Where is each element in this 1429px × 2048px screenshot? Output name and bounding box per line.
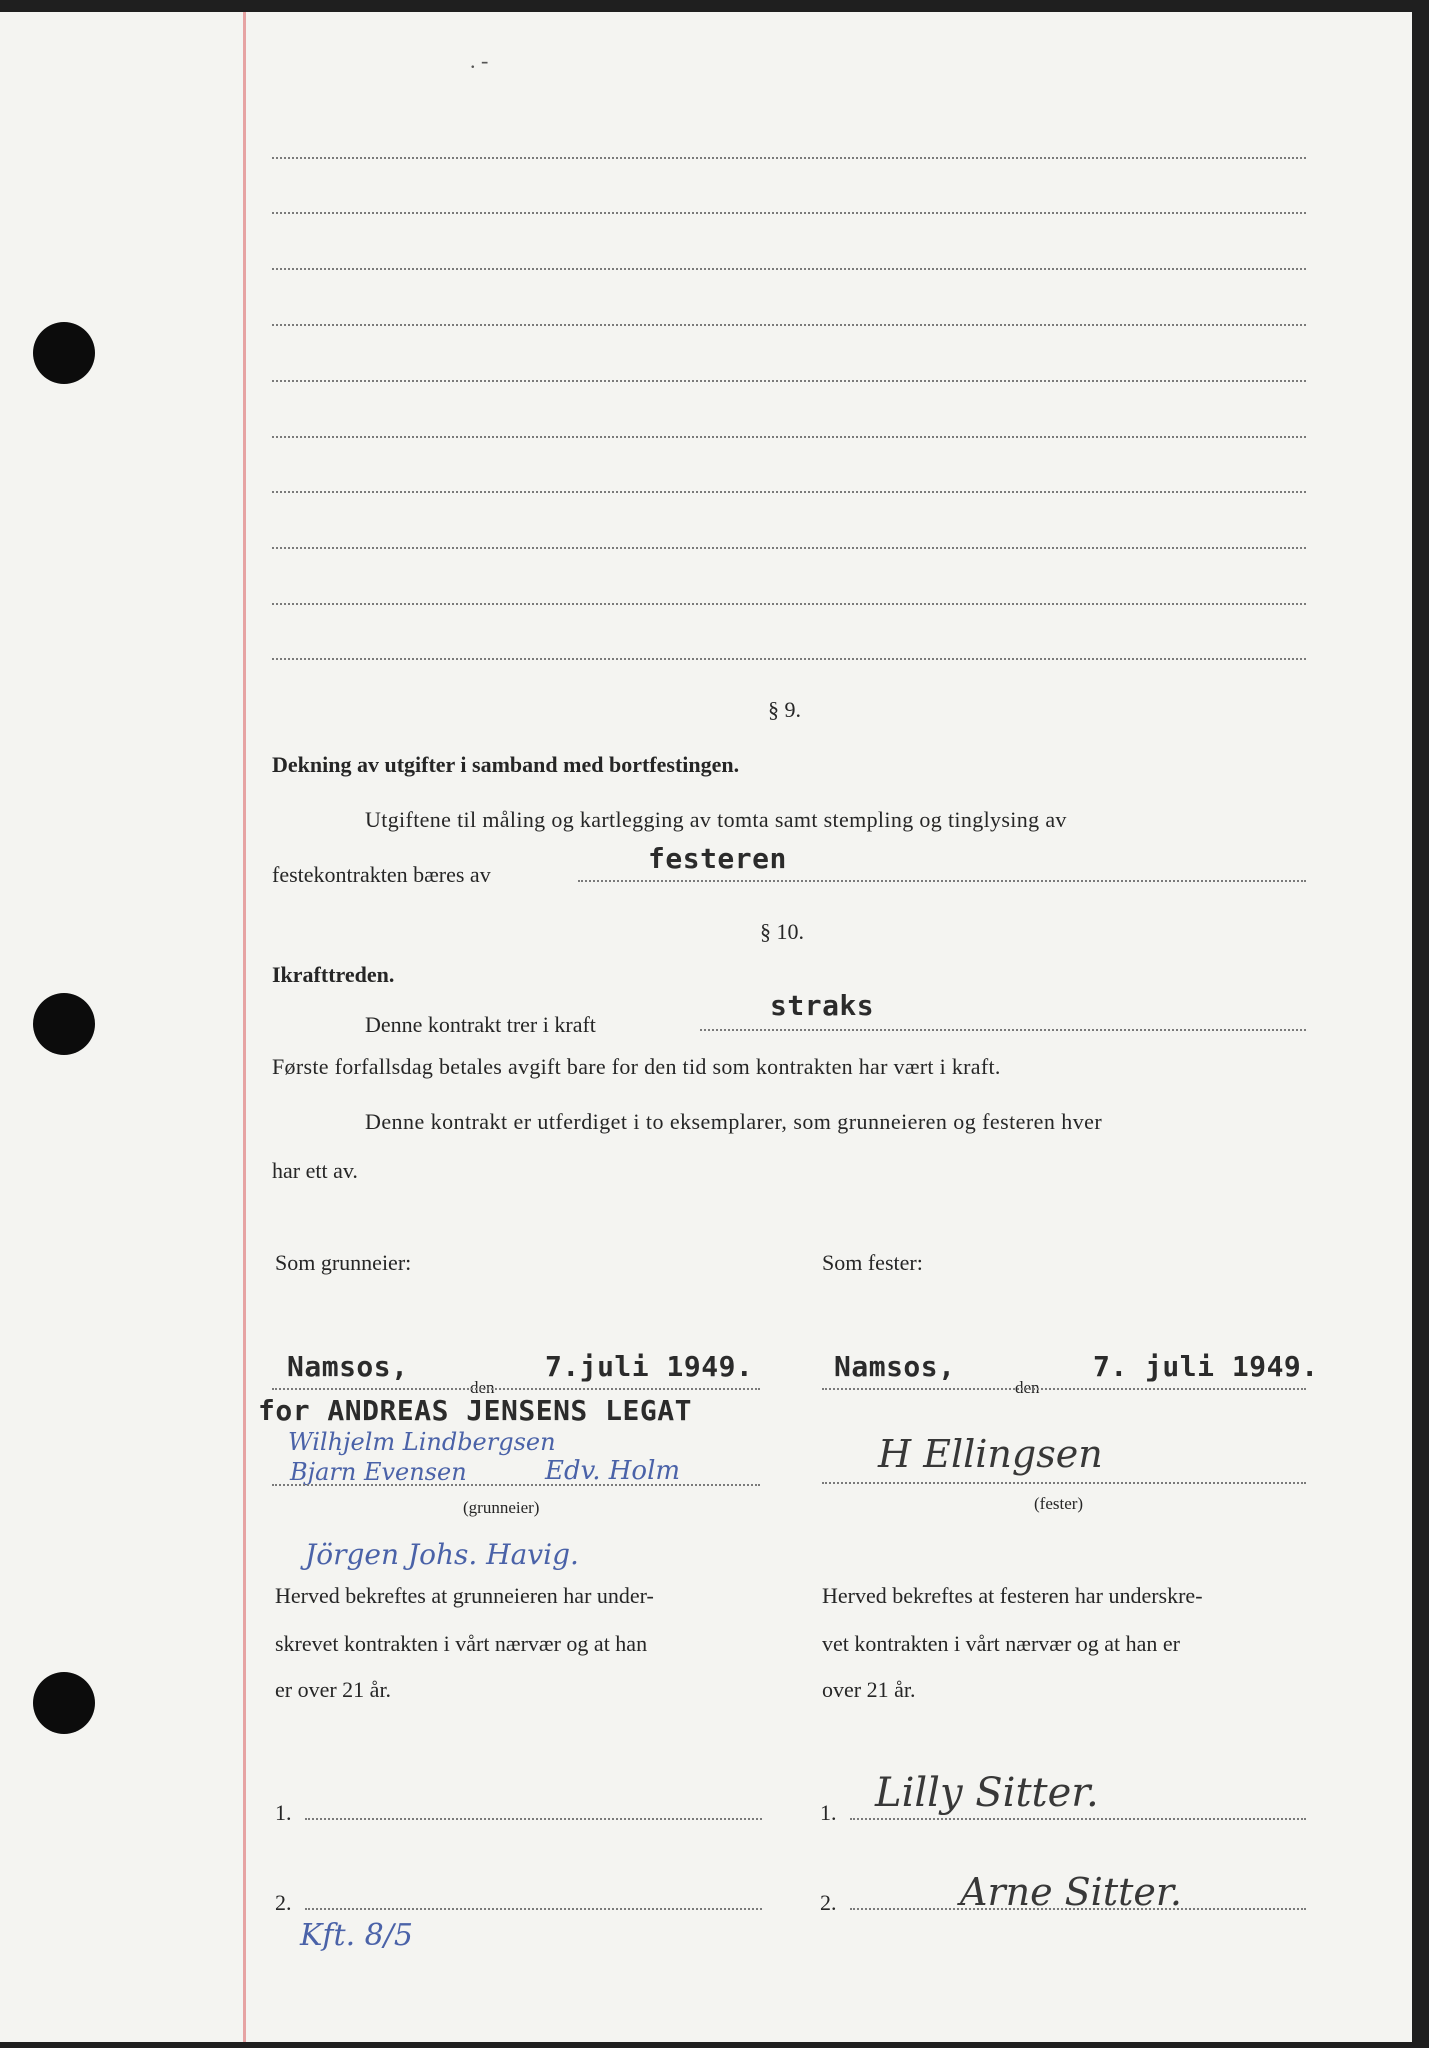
landowner-witness-2-line (305, 1908, 762, 1910)
landowner-date-line (272, 1388, 760, 1390)
section-10-line-4: har ett av. (272, 1158, 358, 1183)
blank-line (272, 324, 1306, 326)
lessee-date-line (822, 1388, 1306, 1390)
effective-line (700, 1029, 1306, 1031)
effective-value: straks (770, 989, 875, 1022)
section-10-heading: Ikrafttreden. (272, 962, 395, 987)
landowner-caption: (grunneier) (463, 1498, 540, 1517)
lessee-heading: Som fester: (822, 1250, 923, 1275)
payer-line (578, 880, 1306, 882)
blank-line (272, 658, 1306, 660)
section-9-number: § 9. (768, 697, 801, 722)
lessee-witness-1-line (850, 1818, 1306, 1820)
landowner-witness-1-line (305, 1818, 762, 1820)
lessee-confirm-1: Herved bekreftes at festeren har underskre- (822, 1583, 1203, 1608)
lessee-witness-2-line (850, 1908, 1306, 1910)
document-page (0, 12, 1412, 2042)
lessee-signature-line (822, 1482, 1306, 1484)
landowner-signature-b: Bjarn Evensen (290, 1458, 467, 1486)
lessee-confirm-2: vet kontrakten i vårt nærvær og at han er (822, 1631, 1181, 1656)
landowner-witness-1-num: 1. (275, 1800, 292, 1825)
blank-line (272, 157, 1306, 159)
blank-line (272, 380, 1306, 382)
filing-note: Kft. 8/5 (300, 1918, 413, 1953)
landowner-signature-c: Edv. Holm (545, 1456, 681, 1486)
lessee-caption: (fester) (1034, 1494, 1084, 1513)
section-10-line-3: Denne kontrakt er utferdiget i to eksemplarer, som grunneieren og festeren hver (365, 1109, 1103, 1134)
blank-line (272, 547, 1306, 549)
landowner-signature-line (272, 1484, 760, 1486)
lessee-date: 7. juli 1949. (1093, 1350, 1319, 1383)
punch-hole-2 (33, 993, 95, 1055)
punch-hole-3 (33, 1672, 95, 1734)
landowner-confirm-1: Herved bekreftes at grunneieren har under- (275, 1583, 654, 1608)
blank-line (272, 212, 1306, 214)
landowner-confirm-2: skrevet kontrakten i vårt nærvær og at han (275, 1631, 648, 1656)
landowner-heading: Som grunneier: (275, 1250, 412, 1275)
landowner-den: den (470, 1378, 495, 1397)
lessee-place: Namsos, (834, 1350, 956, 1383)
lessee-witness-1-num: 1. (820, 1800, 837, 1825)
section-10-line-2: Første forfallsdag betales avgift bare for den tid som kontrakten har vært i kraft. (272, 1054, 1001, 1079)
landowner-date: 7.juli 1949. (545, 1350, 754, 1383)
section-10-line-1-label: Denne kontrakt trer i kraft (365, 1012, 596, 1037)
lessee-witness-1-signature: Lilly Sitter. (875, 1770, 1099, 1816)
punch-hole-1 (33, 322, 95, 384)
lessee-den: den (1015, 1378, 1040, 1397)
lessee-confirm-3: over 21 år. (822, 1677, 916, 1702)
section-9-heading: Dekning av utgifter i samband med bortfestingen. (272, 752, 740, 777)
section-9-line-1: Utgiftene til måling og kartlegging av tomta samt stempling og tinglysing av (365, 807, 1067, 832)
blank-line (272, 436, 1306, 438)
payer-value: festeren (648, 842, 787, 875)
landowner-place: Namsos, (287, 1350, 409, 1383)
landowner-signature-a: Wilhjelm Lindbergsen (288, 1428, 556, 1456)
landowner-witness-2-num: 2. (275, 1890, 292, 1915)
section-9-line-2-label: festekontrakten bæres av (272, 862, 491, 887)
margin-rule (243, 12, 246, 2042)
landowner-org: for ANDREAS JENSENS LEGAT (258, 1394, 692, 1427)
lessee-witness-2-signature: Arne Sitter. (960, 1870, 1182, 1914)
section-10-number: § 10. (760, 919, 804, 944)
landowner-signature-d: Jörgen Johs. Havig. (305, 1538, 579, 1571)
blank-line (272, 603, 1306, 605)
blank-line (272, 491, 1306, 493)
landowner-confirm-3: er over 21 år. (275, 1677, 392, 1702)
lessee-signature: H Ellingsen (878, 1432, 1103, 1476)
blank-line (272, 268, 1306, 270)
top-marks: . - (470, 48, 489, 73)
lessee-witness-2-num: 2. (820, 1890, 837, 1915)
